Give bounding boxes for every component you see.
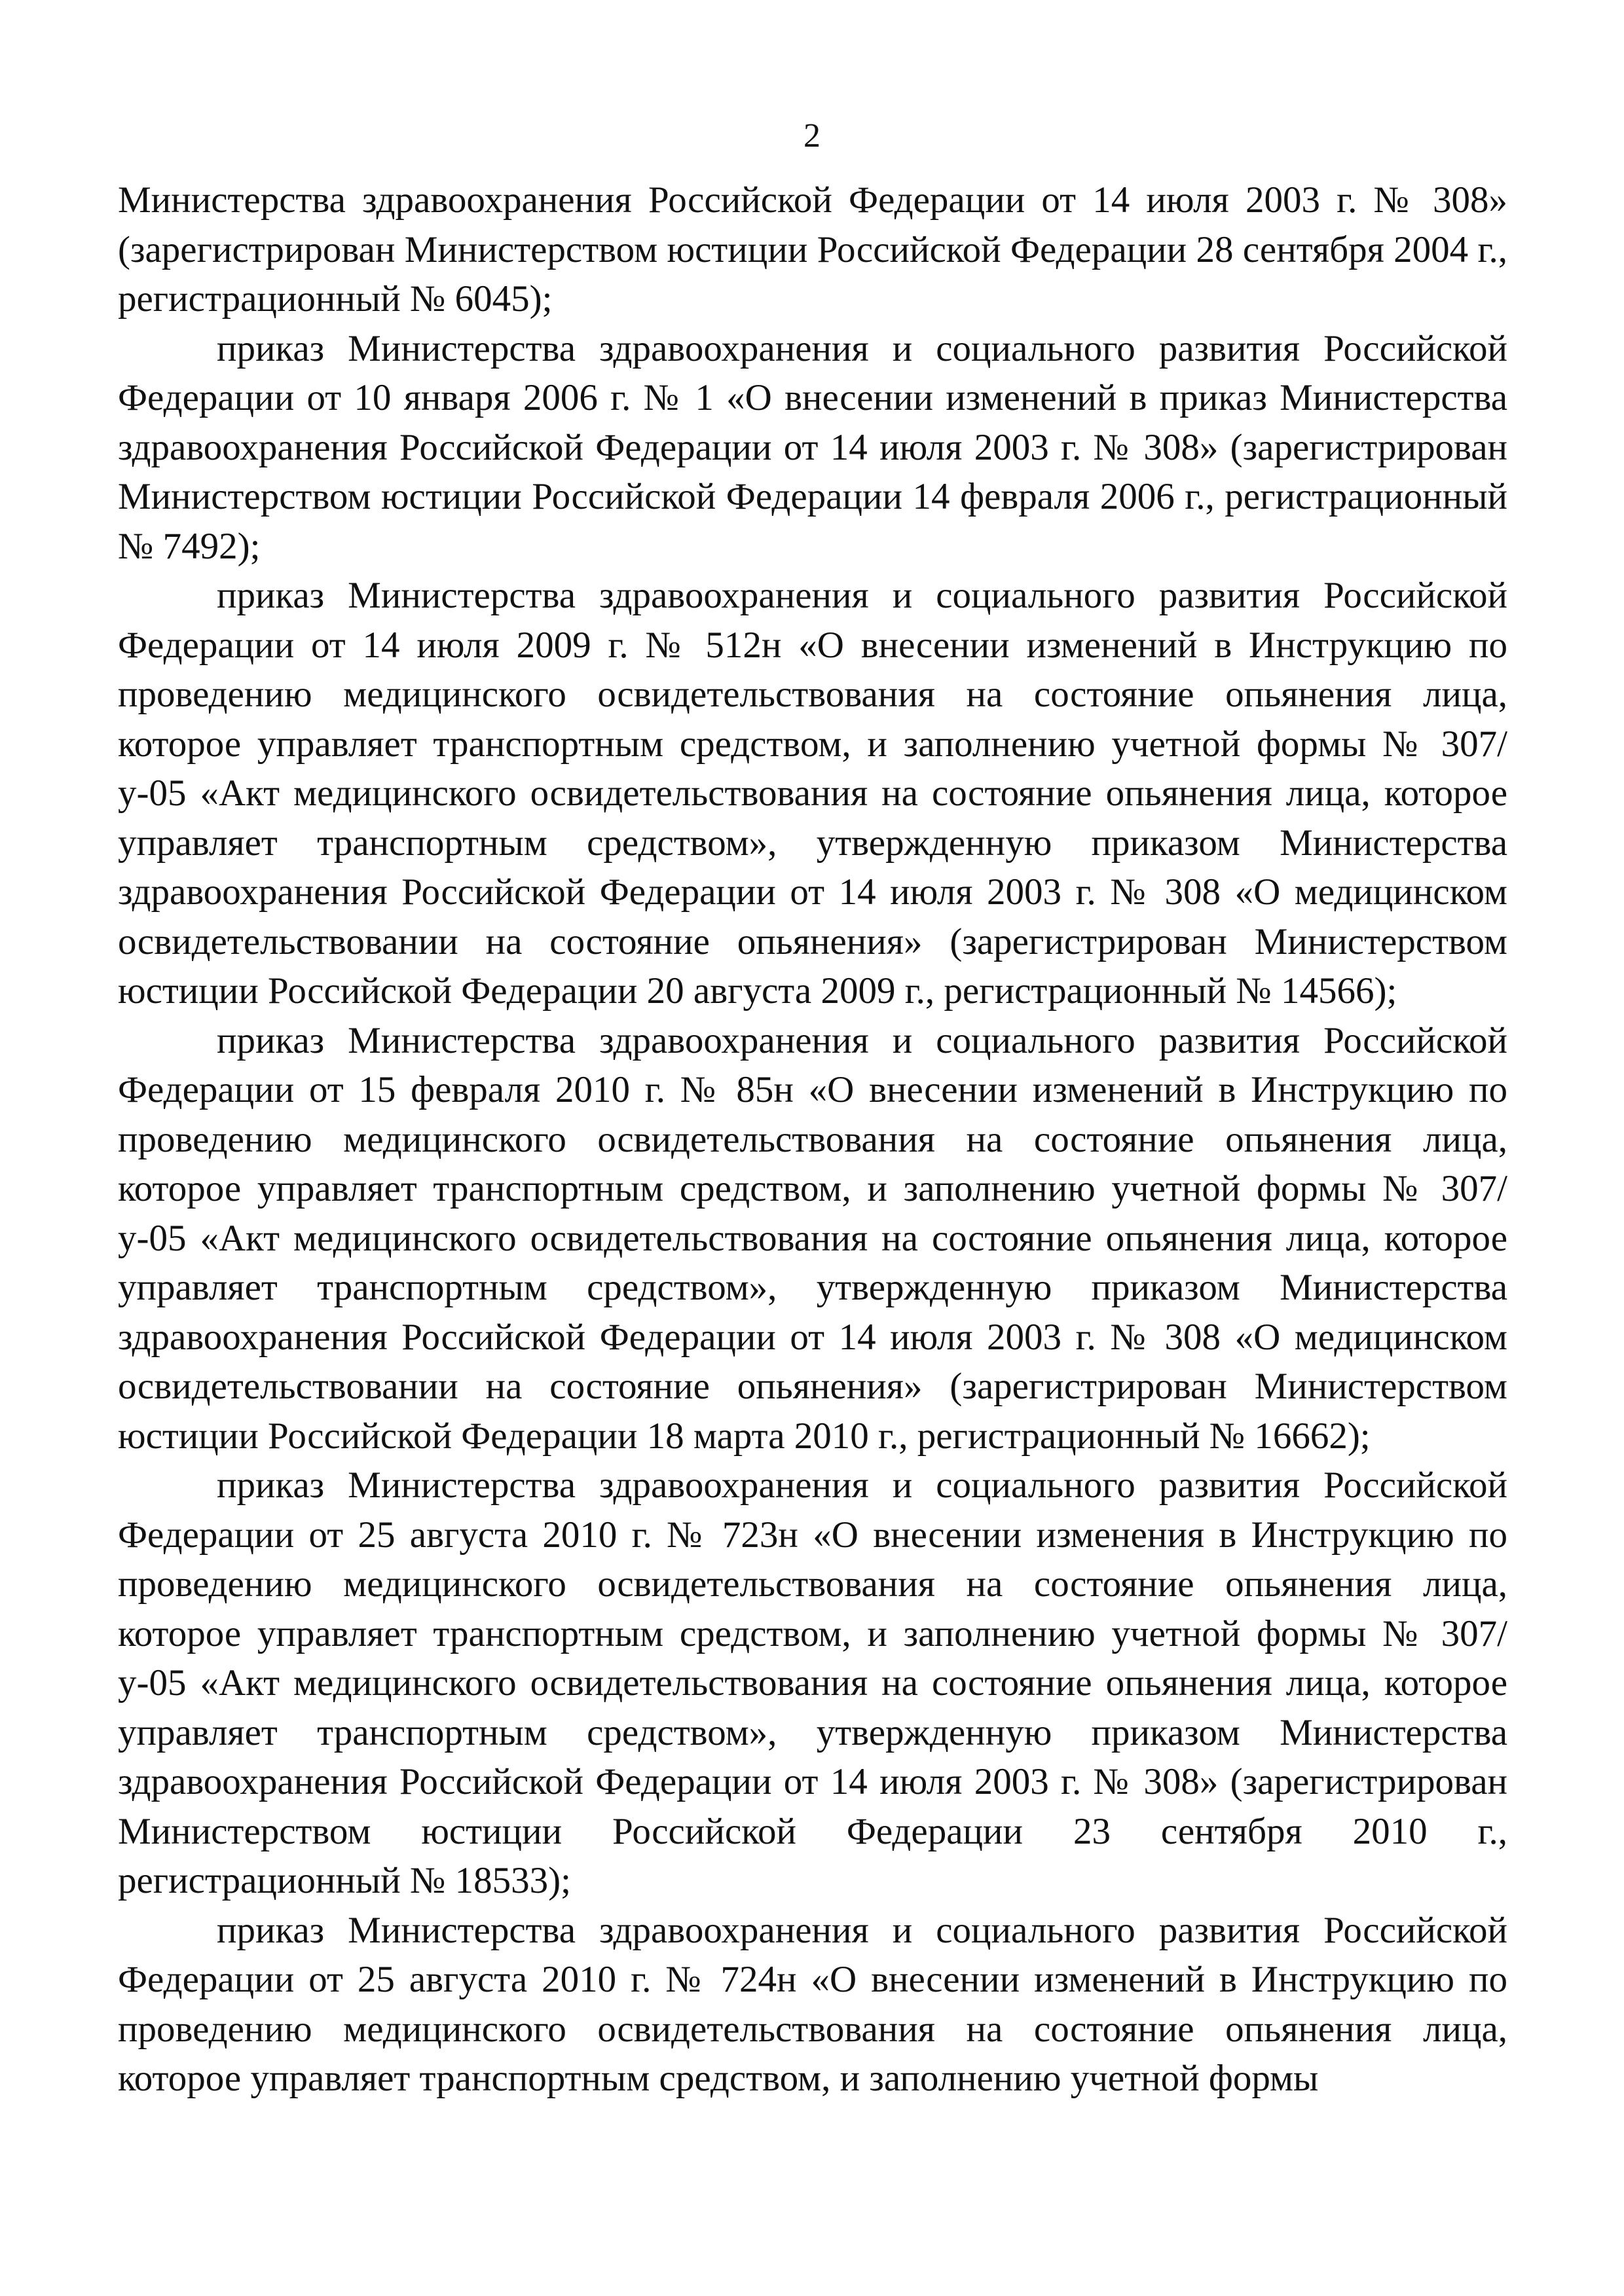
paragraph-order-723n: приказ Министерства здравоохранения и социального развития Российской Федерации от 25 августа 2010 г. № 723н «О внесении изменения в Инструкцию по проведению медицинского освидетельствования на состояние опьянения лица, которое управляет транспортным средством, и заполнению учетной формы № 307/у-05 «Акт медицинского освидетельствования на состояние опьянения лица, которое управляет транспортным средством», утвержденную приказом Министерства здравоохранения Российской Федерации от 14 июля 2003 г. № 308» (зарегистрирован Министерством юстиции Российской Федерации 23 сентября 2010 г., регистрационный № 18533); — [118, 1465, 1507, 1901]
paragraph-continuation: Министерства здравоохранения Российской Федерации от 14 июля 2003 г. № 308» (зарегистрирован Министерством юстиции Российской Федерации 28 сентября 2004 г., регистрационный № 6045); — [118, 179, 1507, 319]
paragraph-order-85n: приказ Министерства здравоохранения и социального развития Российской Федерации от 15 февраля 2010 г. № 85н «О внесении изменений в Инструкцию по проведению медицинского освидетельствования на состояние опьянения лица, которое управляет транспортным средством, и заполнению учетной формы № 307/у-05 «Акт медицинского освидетельствования на состояние опьянения лица, которое управляет транспортным средством», утвержденную приказом Министерства здравоохранения Российской Федерации от 14 июля 2003 г. № 308 «О медицинском освидетельствовании на состояние опьянения» (зарегистрирован Министерством юстиции Российской Федерации 18 марта 2010 г., регистрационный № 16662); — [118, 1019, 1507, 1457]
paragraph-order-512n: приказ Министерства здравоохранения и социального развития Российской Федерации от 14 июля 2009 г. № 512н «О внесении изменений в Инструкцию по проведению медицинского освидетельствования на состояние опьянения лица, которое управляет транспортным средством, и заполнению учетной формы № 307/у-05 «Акт медицинского освидетельствования на состояние опьянения лица, которое управляет транспортным средством», утвержденную приказом Министерства здравоохранения Российской Федерации от 14 июля 2003 г. № 308 «О медицинском освидетельствовании на состояние опьянения» (зарегистрирован Министерством юстиции Российской Федерации 20 августа 2009 г., регистрационный № 14566); — [118, 575, 1507, 1011]
paragraph-order-2006: приказ Министерства здравоохранения и социального развития Российской Федерации от 10 января 2006 г. № 1 «О внесении изменений в приказ Министерства здравоохранения Российской Федерации от 14 июля 2003 г. № 308» (зарегистрирован Министерством юстиции Российской Федерации 14 февраля 2006 г., регистрационный № 7492); — [118, 327, 1507, 567]
document-body — [118, 175, 1507, 2104]
page-number: 2 — [803, 117, 821, 155]
paragraph-order-724n: приказ Министерства здравоохранения и социального развития Российской Федерации от 25 августа 2010 г. № 724н «О внесении изменений в Инструкцию по проведению медицинского освидетельствования на состояние опьянения лица, которое управляет транспортным средством, и заполнению учетной формы — [118, 1909, 1507, 2099]
